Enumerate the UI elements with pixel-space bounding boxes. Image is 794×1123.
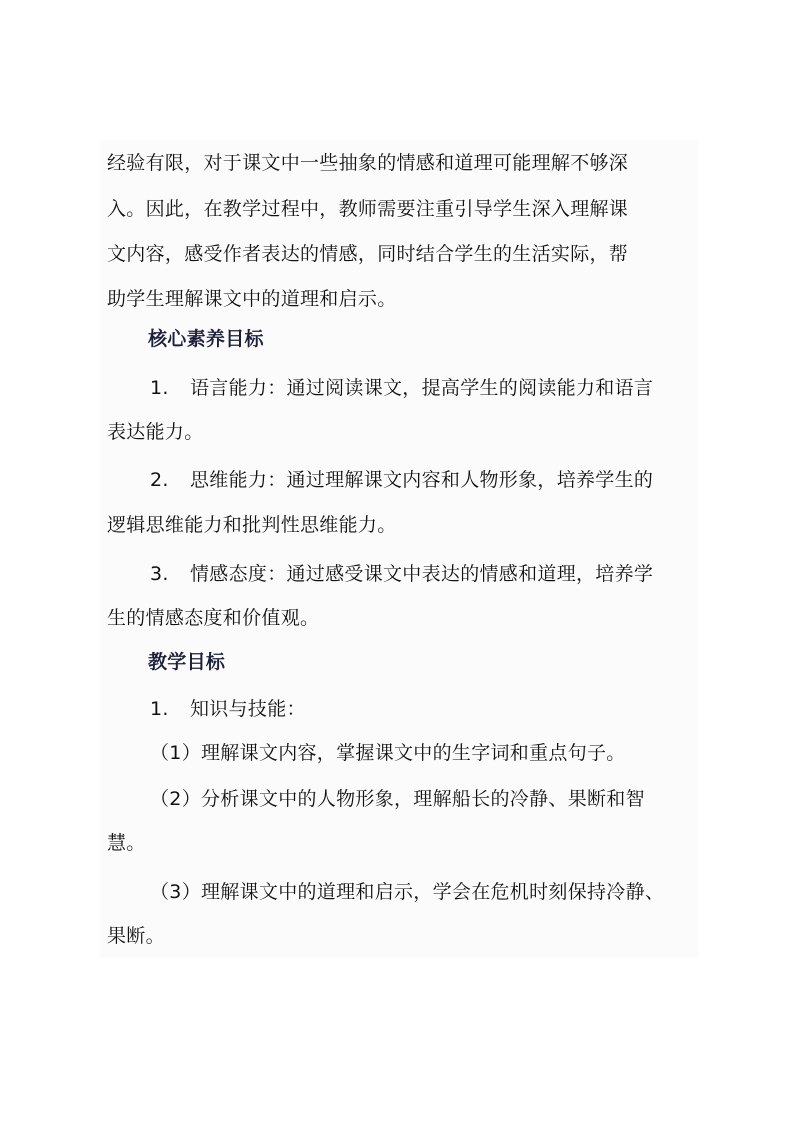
list-number: 1.	[150, 377, 169, 399]
teaching-goals-heading: 教学目标	[148, 651, 226, 673]
intro-line-4: 助学生理解课文中的道理和启示。	[107, 288, 397, 310]
core-goal-1-cont: 表达能力。	[107, 421, 204, 443]
teaching-subitem-1: （1）理解课文内容，掌握课文中的生字词和重点句子。	[150, 742, 626, 764]
intro-line-2: 入。因此，在教学过程中，教师需要注重引导学生深入理解课	[107, 198, 629, 220]
list-number: 1.	[150, 698, 169, 720]
core-goals-heading: 核心素养目标	[148, 328, 264, 350]
list-number: 2.	[150, 469, 169, 491]
intro-line-3: 文内容，感受作者表达的情感，同时结合学生的生活实际，帮	[107, 243, 629, 265]
list-item-text: 语言能力：通过阅读课文，提高学生的阅读能力和语言	[190, 377, 654, 399]
list-number: 3.	[150, 563, 169, 585]
teaching-subitem-2: （2）分析课文中的人物形象，理解船长的冷静、果断和智	[150, 788, 645, 810]
core-goal-2-cont: 逻辑思维能力和批判性思维能力。	[107, 514, 397, 536]
core-goal-3-cont: 生的情感态度和价值观。	[107, 607, 320, 629]
core-goal-1	[150, 376, 653, 400]
intro-line-1: 经验有限，对于课文中一些抽象的情感和道理可能理解不够深	[107, 152, 629, 174]
core-goal-3	[150, 562, 653, 586]
list-item-text: 情感态度：通过感受课文中表达的情感和道理，培养学	[190, 563, 654, 585]
teaching-subitem-3-cont: 果断。	[107, 925, 165, 947]
teaching-subitem-2-cont: 慧。	[107, 832, 146, 854]
teaching-subitem-3: （3）理解课文中的道理和启示，学会在危机时刻保持冷静、	[150, 881, 665, 903]
list-item-text: 知识与技能：	[190, 698, 306, 720]
teaching-goal-1	[150, 697, 306, 721]
list-item-text: 思维能力：通过理解课文内容和人物形象，培养学生的	[190, 469, 654, 491]
core-goal-2	[150, 468, 653, 492]
